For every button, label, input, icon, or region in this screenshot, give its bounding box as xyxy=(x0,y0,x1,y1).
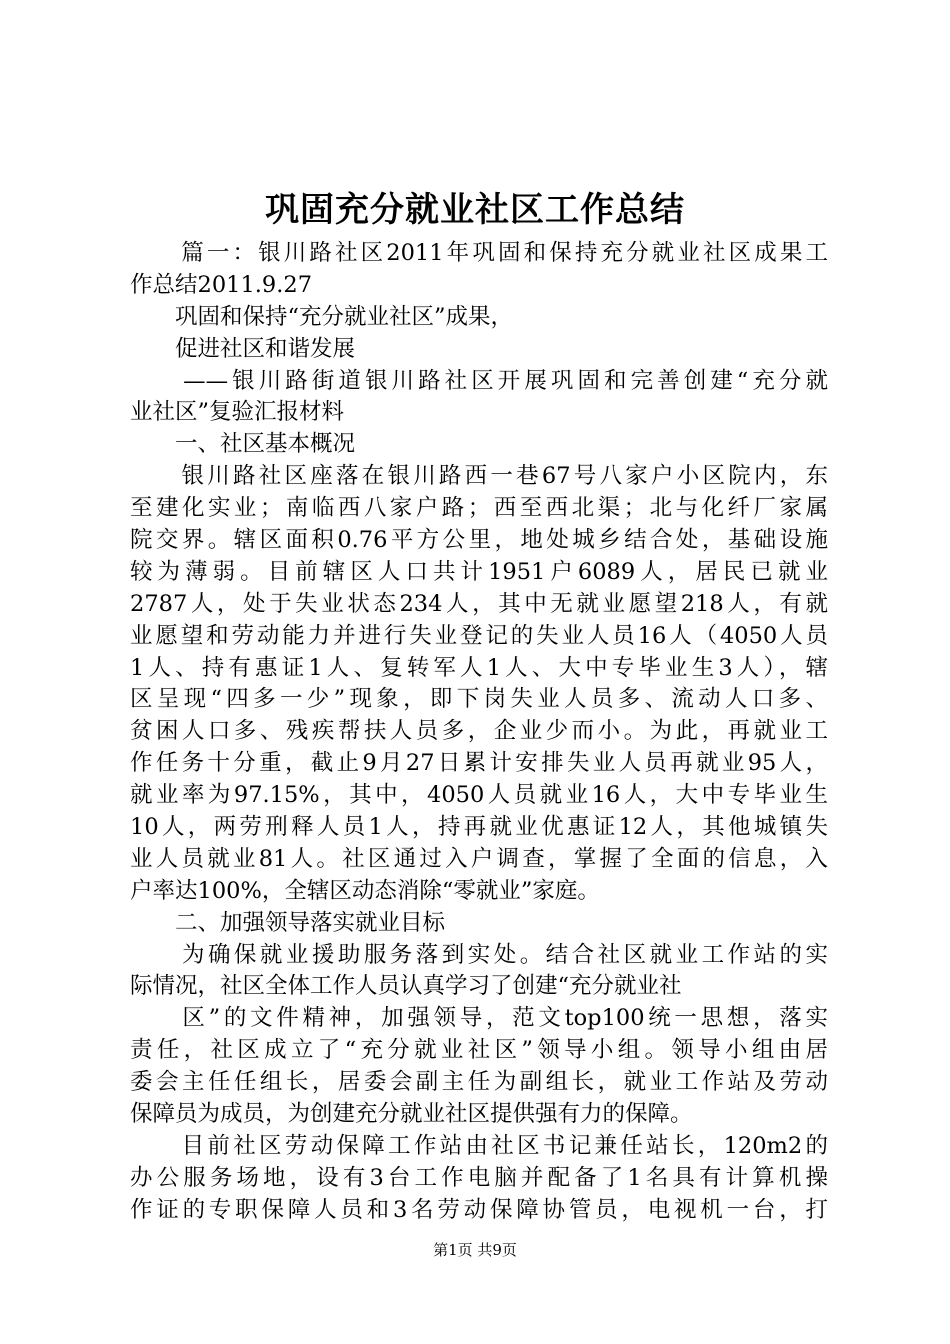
body-line: 至建化实业；南临西八家户路；西至西北渠；北与化纤厂家属 xyxy=(130,495,828,522)
body-line: ——银川路街道银川路社区开展巩固和完善创建“充分就 xyxy=(130,367,828,394)
document-body xyxy=(130,238,828,1227)
body-line: 区”的文件精神，加强领导，范文top100统一思想，落实 xyxy=(130,1005,828,1032)
body-line: 二、加强领导落实就业目标 xyxy=(130,909,446,936)
body-line: 作任务十分重，截止9月27日累计安排失业人员再就业95人， xyxy=(130,750,828,777)
body-line: 一、社区基本概况 xyxy=(130,431,356,458)
body-line: 委会主任任组长，居委会副主任为副组长，就业工作站及劳动 xyxy=(130,1069,828,1096)
body-line: 业人员就业81人。社区通过入户调查，掌握了全面的信息，入 xyxy=(130,845,828,872)
body-line: 10人，两劳刑释人员1人，持再就业优惠证12人，其他城镇失 xyxy=(130,814,828,841)
body-line: 银川路社区座落在银川路西一巷67号八家户小区院内，东 xyxy=(130,463,828,490)
body-line: 就业率为97.15%，其中，4050人员就业16人，大中专毕业生 xyxy=(130,782,828,809)
body-line: 办公服务场地，设有3台工作电脑并配备了1名具有计算机操 xyxy=(130,1164,828,1191)
document-title: 巩固充分就业社区工作总结 xyxy=(265,190,685,230)
body-line: 户率达100%，全辖区动态消除“零就业”家庭。 xyxy=(130,877,600,904)
body-line: 篇一：银川路社区2011年巩固和保持充分就业社区成果工 xyxy=(130,240,828,266)
body-line: 业愿望和劳动能力并进行失业登记的失业人员16人（4050人员 xyxy=(130,622,828,649)
body-line: 作证的专职保障人员和3名劳动保障协管员，电视机一台，打 xyxy=(130,1196,828,1223)
body-line: 业社区”复验汇报材料 xyxy=(130,399,345,426)
page-footer: 第1页 共9页 xyxy=(433,1241,517,1259)
body-line: 1人、持有惠证1人、复转军人1人、大中专毕业生3人），辖 xyxy=(130,654,828,681)
body-line: 责任，社区成立了“充分就业社区”领导小组。领导小组由居 xyxy=(130,1037,828,1064)
body-line: 巩固和保持“充分就业社区”成果， xyxy=(130,303,514,330)
body-line: 际情况，社区全体工作人员认真学习了创建“充分就业社 xyxy=(130,973,682,1000)
body-line: 保障员为成员，为创建充分就业社区提供强有力的保障。 xyxy=(130,1101,693,1128)
body-line: 较为薄弱。目前辖区人口共计1951户6089人，居民已就业 xyxy=(130,558,828,585)
body-line: 作总结2011.9.27 xyxy=(130,271,313,298)
body-line: 贫困人口多、残疾帮扶人员多，企业少而小。为此，再就业工 xyxy=(130,718,828,745)
body-line: 为确保就业援助服务落到实处。结合社区就业工作站的实 xyxy=(130,941,828,968)
body-line: 目前社区劳动保障工作站由社区书记兼任站长，120m2的 xyxy=(130,1132,828,1159)
body-line: 院交界。辖区面积0.76平方公里，地处城乡结合处，基础设施 xyxy=(130,527,828,554)
body-line: 促进社区和谐发展 xyxy=(130,335,356,362)
body-line: 区呈现“四多一少”现象，即下岗失业人员多、流动人口多、 xyxy=(130,686,828,713)
body-line: 2787人，处于失业状态234人，其中无就业愿望218人，有就 xyxy=(130,590,828,617)
